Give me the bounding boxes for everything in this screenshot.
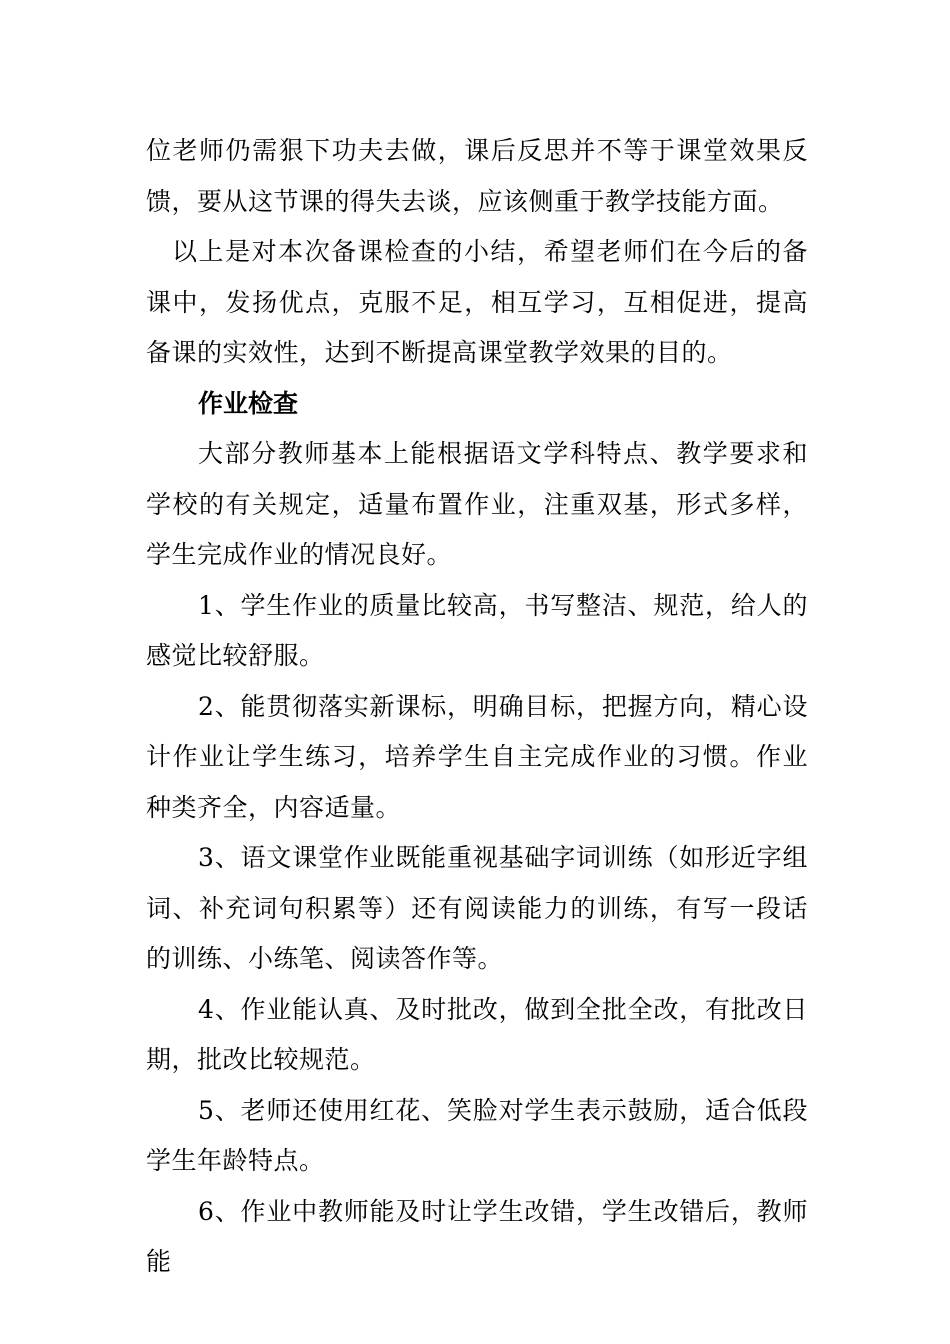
list-item-5: 5、老师还使用红花、笑脸对学生表示鼓励，适合低段学生年龄特点。 (146, 1095, 808, 1175)
paragraph-intro: 大部分教师基本上能根据语文学科特点、教学要求和学校的有关规定，适量布置作业，注重双基，形式多样，学生完成作业的情况良好。 (146, 439, 808, 569)
list-item-6: 6、作业中教师能及时让学生改错，学生改错后，教师能 (146, 1196, 808, 1276)
list-item-2: 2、能贯彻落实新课标，明确目标，把握方向，精心设计作业让学生练习，培养学生自主完成作业的习惯。作业种类齐全，内容适量。 (146, 691, 808, 822)
list-item-3: 3、语文课堂作业既能重视基础字词训练（如形近字组词、补充词句积累等）还有阅读能力的训练，有写一段话的训练、小练笔、阅读答作等。 (146, 843, 808, 973)
document-body (146, 126, 808, 1288)
list-item-1: 1、学生作业的质量比较高，书写整洁、规范，给人的感觉比较舒服。 (146, 590, 808, 670)
paragraph-summary: 以上是对本次备课检查的小结，希望老师们在今后的备课中，发扬优点，克服不足，相互学习，互相促进，提高备课的实效性，达到不断提高课堂教学效果的目的。 (146, 237, 808, 367)
paragraph-continuation: 位老师仍需狠下功夫去做，课后反思并不等于课堂效果反馈，要从这节课的得失去谈，应该侧重于教学技能方面。 (146, 136, 808, 216)
list-item-4: 4、作业能认真、及时批改，做到全批全改，有批改日期，批改比较规范。 (146, 994, 808, 1074)
section-heading-homework-check: 作业检查 (198, 388, 299, 418)
